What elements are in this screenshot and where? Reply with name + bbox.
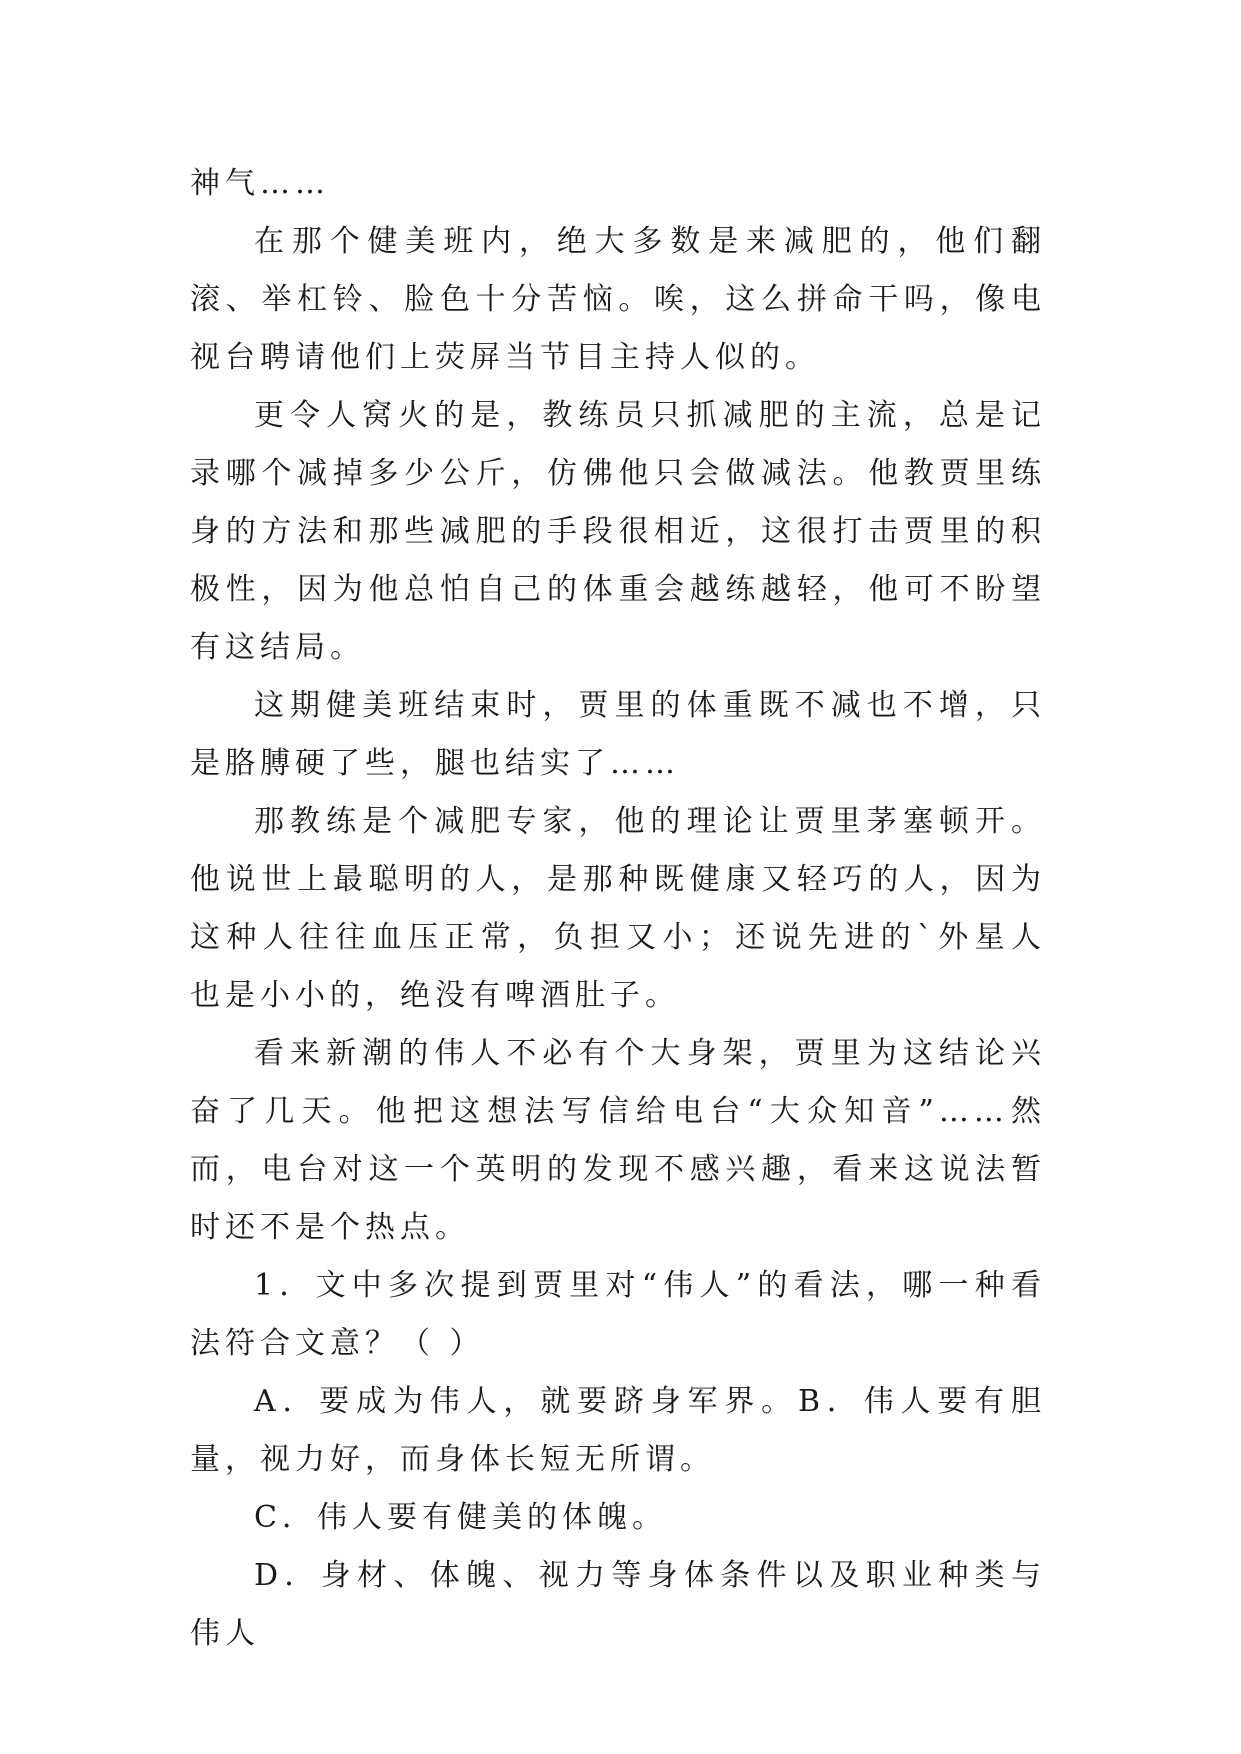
option-c: C．伟人要有健美的体魄。: [254, 1500, 667, 1535]
paragraph-coach-method: 更令人窝火的是，教练员只抓减肥的主流，总是记录哪个减掉多少公斤，仿佛他只会做减法。他教贾里练身的方法和那些减肥的手段很相近，这很打击贾里的积极性，因为他总怕自己的体重会越练越轻，他可不盼望有这结局。: [190, 398, 1046, 665]
document-body: [190, 155, 1046, 1663]
option-a-b: A．要成为伟人，就要跻身军界。B．伟人要有胆量，视力好，而身体长短无所谓。: [190, 1384, 1046, 1477]
paragraph-continuation: 神气……: [190, 166, 330, 201]
paragraph-coach-theory: 那教练是个减肥专家，他的理论让贾里茅塞顿开。他说世上最聪明的人，是那种既健康又轻巧的人，因为这种人往往血压正常，负担又小；还说先进的`外星人也是小小的，绝没有啤酒肚子。: [190, 804, 1046, 1013]
paragraph-conclusion: 看来新潮的伟人不必有个大身架，贾里为这结论兴奋了几天。他把这想法写信给电台“大众知音”……然而，电台对这一个英明的发现不感兴趣，看来这说法暂时还不是个热点。: [190, 1036, 1046, 1245]
question-1: 1．文中多次提到贾里对“伟人”的看法，哪一种看法符合文意？（ ）: [190, 1268, 1046, 1361]
paragraph-class-end: 这期健美班结束时，贾里的体重既不减也不增，只是胳膊硬了些，腿也结实了……: [190, 688, 1046, 781]
option-d: D．身材、体魄、视力等身体条件以及职业种类与伟人: [190, 1558, 1046, 1651]
paragraph-fitness-class: 在那个健美班内，绝大多数是来减肥的，他们翻滚、举杠铃、脸色十分苦恼。唉，这么拼命干吗，像电视台聘请他们上荧屏当节目主持人似的。: [190, 224, 1046, 375]
